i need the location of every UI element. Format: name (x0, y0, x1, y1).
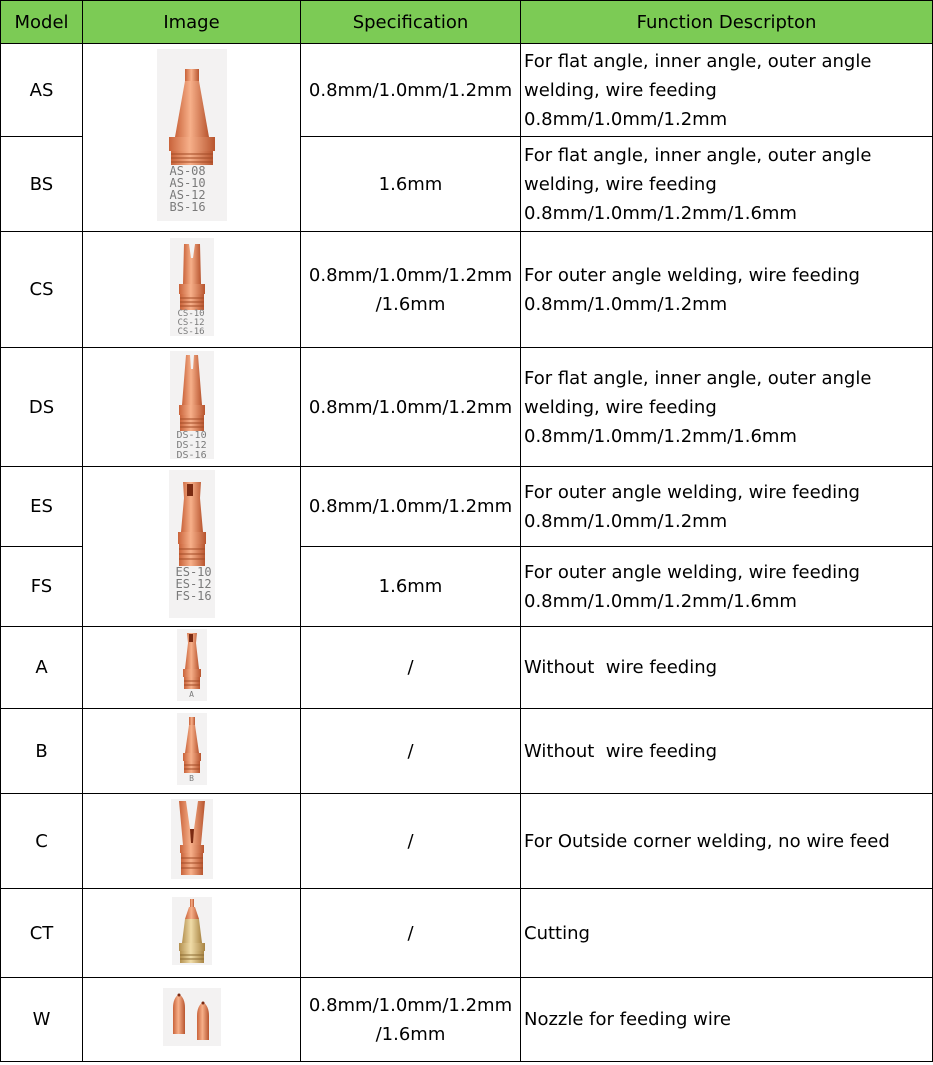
table-row (1, 627, 933, 709)
image-cell-c (83, 794, 301, 889)
model-cell: ES (1, 467, 83, 547)
spec-cell: / (301, 627, 521, 709)
spec-cell: / (301, 889, 521, 978)
table-row (1, 709, 933, 794)
header-model: Model (1, 1, 83, 44)
model-cell: DS (1, 348, 83, 467)
function-cell: For flat angle, inner angle, outer angle welding, wire feeding 0.8mm/1.0mm/1.2mm/1.6mm (521, 137, 933, 232)
image-cell-ct (83, 889, 301, 978)
nozzle-a-caption: A (189, 690, 194, 699)
spec-cell: 0.8mm/1.0mm/1.2mm /1.6mm (301, 232, 521, 348)
model-cell: BS (1, 137, 83, 232)
nozzle-ct-image (172, 897, 212, 965)
spec-cell: 0.8mm/1.0mm/1.2mm (301, 467, 521, 547)
function-cell: For flat angle, inner angle, outer angle welding, wire feeding 0.8mm/1.0mm/1.2mm/1.6mm (521, 348, 933, 467)
function-cell: Cutting (521, 889, 933, 978)
model-cell: CS (1, 232, 83, 348)
function-cell: For outer angle welding, wire feeding 0.8mm/1.0mm/1.2mm (521, 232, 933, 348)
nozzle-cs-image (170, 238, 214, 336)
header-image: Image (83, 1, 301, 44)
header-row (1, 1, 933, 44)
function-cell: For outer angle welding, wire feeding 0.8mm/1.0mm/1.2mm/1.6mm (521, 547, 933, 627)
spec-cell: 1.6mm (301, 137, 521, 232)
model-cell: B (1, 709, 83, 794)
spec-cell: 0.8mm/1.0mm/1.2mm (301, 44, 521, 137)
model-cell: CT (1, 889, 83, 978)
spec-cell: 0.8mm/1.0mm/1.2mm (301, 348, 521, 467)
image-cell-a (83, 627, 301, 709)
nozzle-ds-image (170, 351, 214, 459)
header-specification: Specification (301, 1, 521, 44)
image-cell-b (83, 709, 301, 794)
table-row (1, 467, 933, 547)
spec-cell: 0.8mm/1.0mm/1.2mm /1.6mm (301, 978, 521, 1062)
nozzle-es-fs-caption: ES-10 ES-12 FS-16 (175, 565, 212, 603)
nozzle-w-image (163, 988, 221, 1046)
nozzle-es-fs-image (169, 470, 215, 618)
image-cell-ds (83, 348, 301, 467)
table-row (1, 232, 933, 348)
table-row (1, 794, 933, 889)
nozzle-a-image (177, 629, 207, 701)
nozzle-b-image (177, 713, 207, 785)
header-function: Function Descripton (521, 1, 933, 44)
nozzle-as-bs-image (157, 49, 227, 221)
function-cell: Without wire feeding (521, 709, 933, 794)
spec-cell: / (301, 709, 521, 794)
model-cell: AS (1, 44, 83, 137)
image-cell-cs (83, 232, 301, 348)
image-cell-es-fs (83, 467, 301, 627)
model-cell: C (1, 794, 83, 889)
table-row (1, 889, 933, 978)
image-cell-as-bs (83, 44, 301, 232)
table-row (1, 348, 933, 467)
table-row (1, 44, 933, 137)
model-cell: A (1, 627, 83, 709)
nozzle-cs-caption: CS-10 CS-12 CS-16 (177, 309, 205, 337)
nozzle-as-bs-caption: AS-08 AS-10 AS-12 BS-16 (169, 164, 206, 214)
model-cell: W (1, 978, 83, 1062)
nozzle-ds-caption: DS-10 DS-12 DS-16 (176, 429, 207, 461)
nozzle-c-image (171, 799, 213, 879)
function-cell: For outer angle welding, wire feeding 0.8mm/1.0mm/1.2mm (521, 467, 933, 547)
nozzle-b-caption: B (189, 773, 194, 783)
function-cell: For flat angle, inner angle, outer angle welding, wire feeding 0.8mm/1.0mm/1.2mm (521, 44, 933, 137)
image-cell-w (83, 978, 301, 1062)
model-cell: FS (1, 547, 83, 627)
table-row (1, 978, 933, 1062)
function-cell: For Outside corner welding, no wire feed (521, 794, 933, 889)
spec-cell: 1.6mm (301, 547, 521, 627)
function-cell: Nozzle for feeding wire (521, 978, 933, 1062)
spec-cell: / (301, 794, 521, 889)
function-cell: Without wire feeding (521, 627, 933, 709)
